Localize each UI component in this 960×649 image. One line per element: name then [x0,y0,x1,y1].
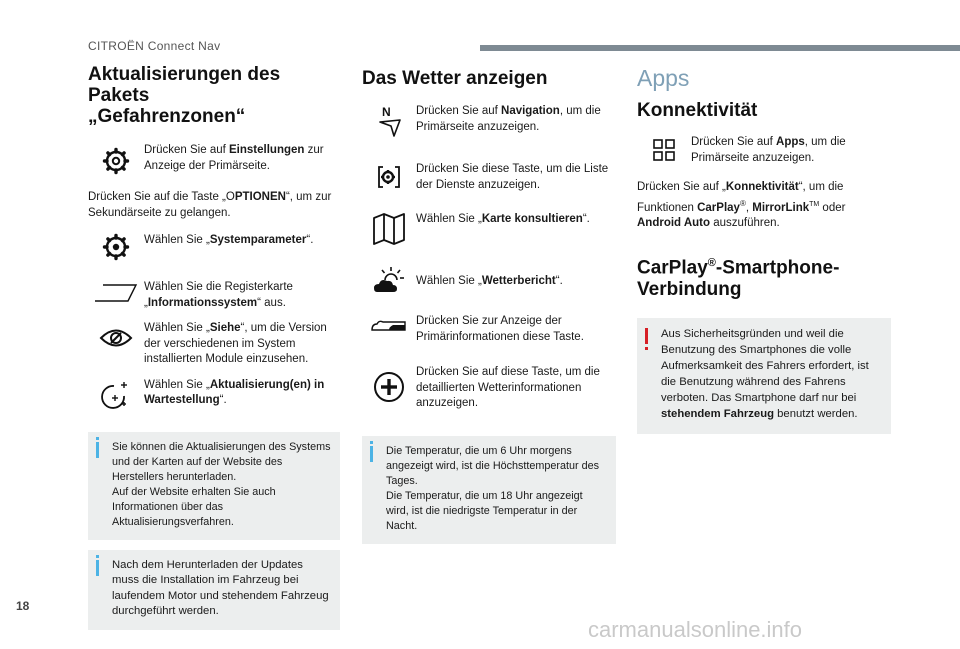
step-consult-map [362,212,616,246]
info-box-updates [88,432,340,540]
step-primary-info [362,314,616,345]
step-primary-info-text: Drücken Sie zur Anzeige der Primärinformationen diese Taste. [416,315,584,343]
step-information-system [88,280,340,311]
map-icon [362,212,416,246]
step-view-versions [88,321,340,368]
step-pending-updates [88,378,340,410]
apps-section-title: Apps [637,65,690,91]
step-weather-report-text: Wählen Sie „Wetterbericht“. [416,275,563,287]
info-text-installation: Nach dem Herunterladen der Updates muss die Installation im Fahrzeug bei laufendem Motor und stehendem Fahrzeug durchgeführt werden. [112,558,329,617]
system-gear-icon [88,233,144,261]
update-icon [88,378,144,410]
connectivity-paragraph: Drücken Sie auf „Konnektivität“, um die Funktionen CarPlay®, MirrorLink™ oder Android Auto auszuführen. [637,181,846,229]
info-box-temperature [362,436,616,544]
step-system-parameters [88,233,340,261]
step-service-list [362,162,616,193]
connectivity-title: Konnektivität [637,100,758,121]
navigation-icon [362,104,416,138]
step-apps [637,135,891,166]
info-box-installation [88,550,340,630]
step-system-parameters-text: Wählen Sie „Systemparameter“. [144,234,314,246]
info-temperature-b: Die Temperatur, die um 18 Uhr angezeigt wird, ist die niedrigste Temperatur in der Nacht. [386,489,583,532]
manual-header-title: CITROËN Connect Nav [88,39,221,53]
title-line-2: „Gefahrenzonen“ [88,106,246,127]
step-settings [88,143,340,175]
step-detailed-info-text: Drücken Sie auf diese Taste, um die detaillierten Wetterinformationen anzuzeigen. [416,366,600,409]
column-danger-zones [88,64,340,630]
eye-icon [88,321,144,349]
plus-circle-icon [362,365,416,403]
info-temperature-a: Die Temperatur, die um 6 Uhr morgens angezeigt wird, ist die Höchsttemperatur des Tages. [386,444,600,487]
header-bar [480,45,960,51]
weather-title: Das Wetter anzeigen [362,68,548,89]
watermark: carmanualsonline.info [588,617,803,642]
step-information-system-text: Wählen Sie die Registerkarte „Informationssystem“ aus. [144,281,293,309]
column-apps [637,64,891,434]
step-apps-text: Drücken Sie auf Apps, um die Primärseite anzuzeigen. [691,136,846,164]
info-icon [96,442,99,458]
services-icon [362,162,416,192]
info-icon [370,446,373,462]
tab-icon [88,280,144,303]
step-consult-map-text: Wählen Sie „Karte konsultieren“. [416,213,590,225]
page-number: 18 [16,599,30,613]
nav-letter: N [382,105,391,119]
warning-icon [645,328,648,344]
step-navigation [362,104,616,138]
warning-text: Aus Sicherheitsgründen und weil die Benutzung des Smartphones die volle Aufmerksamkeit des Fahrers erfordert, ist die Benutzung während des Fahrens verboten. Das Smartphone darf nur bei stehendem Fahrzeug benutzt werden. [661,327,869,420]
step-weather-report [362,266,616,296]
danger-zones-title [88,64,340,127]
info-text-b: Auf der Website erhalten Sie auch Informationen über das Aktualisierungsverfahren. [112,485,276,528]
step-settings-text: Drücken Sie auf Einstellungen zur Anzeige der Primärseite. [144,144,324,172]
weather-bar-icon [362,314,416,332]
info-icon [96,560,99,576]
weather-icon [362,266,416,296]
options-paragraph: Drücken Sie auf die Taste „OPTIONEN“, um zur Sekundärseite zu gelangen. [88,191,332,219]
settings-gear-icon [88,143,144,175]
step-navigation-text: Drücken Sie auf Navigation, um die Primärseite anzuzeigen. [416,105,601,133]
warning-box-smartphone [637,318,891,434]
title-line-1: Aktualisierungen des Pakets [88,64,281,106]
column-weather [362,64,616,544]
step-view-versions-text: Wählen Sie „Siehe“, um die Version der verschiedenen im System installierten Module einzusehen. [144,322,327,365]
step-pending-updates-text: Wählen Sie „Aktualisierung(en) in Wartestellung“. [144,378,325,406]
carplay-title: CarPlay®-Smartphone- Verbindung [637,257,840,300]
info-text-a: Sie können die Aktualisierungen des Systems und der Karten auf der Website des Herstellers herunterladen. [112,440,331,483]
step-service-list-text: Drücken Sie diese Taste, um die Liste der Dienste anzuzeigen. [416,163,609,191]
step-detailed-info [362,365,616,412]
apps-grid-icon [637,135,691,161]
